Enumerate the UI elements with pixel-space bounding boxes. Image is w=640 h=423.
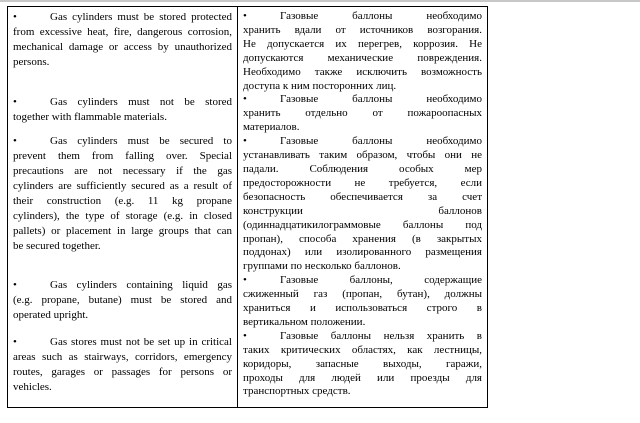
- text-line: routes, garages or passages for persons or: [13, 366, 232, 378]
- bullet-paragraph: [243, 330, 482, 400]
- text-line: конструкции баллонов: [243, 204, 482, 217]
- text-line: поддонах) или изолированного размещения: [243, 246, 482, 259]
- bullet-marker: •: [243, 135, 247, 148]
- text-line: сжиженный газ (пропан, бутан), должны: [243, 288, 482, 301]
- bullet-paragraph: [243, 135, 482, 274]
- text-line: хранить отдельно от пожароопасных: [243, 107, 482, 120]
- text-line: together with flammable materials.: [13, 111, 167, 123]
- text-line: • Gas stores must not be set up in critical: [13, 336, 232, 348]
- text-line: • Газовые баллоны необходимо: [243, 93, 482, 106]
- text-line: mechanical damage or access by unauthorized: [13, 41, 232, 53]
- bullet-marker: •: [243, 10, 247, 22]
- table-cell-english: [8, 7, 238, 407]
- text-line: • Gas cylinders must be stored protected: [13, 11, 232, 23]
- bullet-marker: •: [243, 93, 247, 106]
- text-line: • Gas cylinders must not be stored: [13, 96, 232, 108]
- bullet-marker: •: [243, 329, 247, 342]
- text-line: Не допускается их перегрев, коррозия. Не: [243, 37, 482, 50]
- text-line: areas such as stairways, corridors, emergency: [13, 351, 232, 363]
- text-line: be secured together.: [13, 240, 101, 252]
- bullet-paragraph: [243, 93, 482, 135]
- text-line: prevent them from falling over. Special: [13, 150, 232, 162]
- text-line: persons.: [13, 56, 50, 68]
- text-line: • Газовые баллоны необходимо: [243, 135, 482, 148]
- text-line: operated upright.: [13, 309, 89, 321]
- text-line: вертикальном положении.: [243, 315, 366, 328]
- text-line: precautions are not necessary if the gas: [13, 165, 232, 177]
- bullet-paragraph: [13, 95, 232, 125]
- bullet-marker: •: [243, 274, 247, 287]
- text-line: таких критических областях, как лестницы,: [243, 343, 482, 356]
- text-line: устанавливать таким образом, чтобы они не: [243, 149, 482, 162]
- text-line: cylinders are sufficiently secured as a result of: [13, 180, 232, 192]
- text-line: хранить вдали от источников возгорания.: [243, 23, 482, 36]
- text-line: their construction (e.g. 11 kg propane: [13, 195, 232, 207]
- bullet-marker: •: [13, 11, 17, 23]
- text-line: безопасность обеспечивается за счет: [243, 190, 482, 203]
- text-line: допускаются механические повреждения.: [243, 51, 482, 64]
- text-line: • Газовые баллоны необходимо: [243, 10, 482, 22]
- text-line: • Gas cylinders must be secured to: [13, 135, 232, 147]
- table-cell-russian: [238, 7, 487, 407]
- page-top-edge-line: [0, 0, 640, 2]
- bullet-marker: •: [13, 279, 17, 291]
- text-line: транспортных средств.: [243, 385, 351, 398]
- bullet-paragraph: [13, 10, 232, 70]
- bullet-marker: •: [13, 135, 17, 147]
- bullet-marker: •: [13, 96, 17, 108]
- text-line: vehicles.: [13, 381, 52, 393]
- text-line: группами по несколько баллонов.: [243, 260, 401, 273]
- bullet-paragraph: [13, 134, 232, 254]
- bullet-paragraph: [13, 335, 232, 395]
- bullet-paragraph: [13, 278, 232, 323]
- text-line: Необходимо также исключить возможность: [243, 65, 482, 78]
- text-line: • Газовые баллоны нельзя хранить в: [243, 329, 482, 342]
- text-line: pallets) or placement in large groups that can: [13, 225, 232, 237]
- text-line: доступа к ним посторонних лиц.: [243, 79, 397, 92]
- text-line: предосторожности не требуется, если: [243, 176, 482, 189]
- text-line: храниться и использоваться строго в: [243, 302, 482, 315]
- english-column: [13, 10, 232, 395]
- text-line: проходы для людей или проезды для: [243, 371, 482, 384]
- bullet-paragraph: [243, 10, 482, 93]
- bilingual-safety-table: [7, 6, 488, 408]
- text-line: • Gas cylinders containing liquid gas: [13, 279, 232, 291]
- text-line: пропан), способа хранения (в закрытых: [243, 232, 482, 245]
- russian-column: [243, 10, 482, 399]
- text-line: материалов.: [243, 121, 300, 134]
- text-line: падали. Соблюдения особых мер: [243, 162, 482, 175]
- text-line: cylinders), the type of storage (e.g. in closed: [13, 210, 232, 222]
- text-line: (одиннадцатикилограммовые баллоны под: [243, 218, 482, 231]
- text-line: from excessive heat, fire, dangerous corrosion,: [13, 26, 232, 38]
- bullet-paragraph: [243, 274, 482, 330]
- text-line: • Газовые баллоны, содержащие: [243, 274, 482, 287]
- text-line: (e.g. propane, butane) must be stored and: [13, 294, 232, 306]
- text-line: коридоры, запасные выходы, гаражи,: [243, 357, 482, 370]
- bullet-marker: •: [13, 336, 17, 348]
